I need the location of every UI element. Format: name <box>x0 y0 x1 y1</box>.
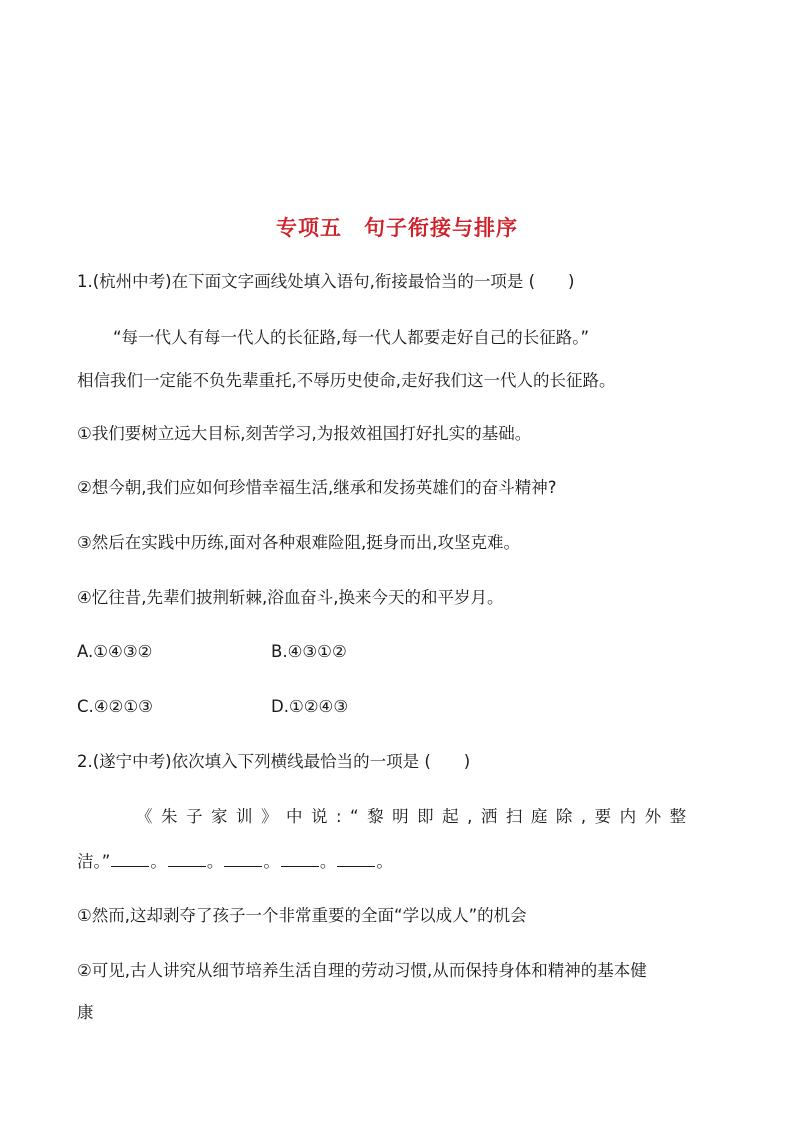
q2-passage-line1: 《朱子家训》中说:“黎明即起,洒扫庭除,要内外整 <box>136 807 695 826</box>
q2-passage-line2 <box>77 850 393 873</box>
blank-sep-1: 。 <box>150 852 167 871</box>
title-part1: 专项五 <box>276 216 342 240</box>
blank-3 <box>224 850 262 867</box>
blank-sep-5: 。 <box>376 852 393 871</box>
q1-sentence-4: ④忆往昔,先辈们披荆斩棘,浴血奋斗,换来今天的和平岁月。 <box>77 588 504 607</box>
q1-option-b[interactable]: B.④③①② <box>271 642 347 661</box>
q1-passage-line2: 相信我们一定能不负先辈重托,不辱历史使命,走好我们这一代人的长征路。 <box>77 371 616 390</box>
q1-stem: 1.(杭州中考)在下面文字画线处填入语句,衔接最恰当的一项是 ( ) <box>77 272 575 291</box>
q2-stem: 2.(遂宁中考)依次填入下列横线最恰当的一项是 ( ) <box>77 752 471 771</box>
q2-sentence-1: ①然而,这却剥夺了孩子一个非常重要的全面“学以成人”的机会 <box>77 906 527 925</box>
q1-option-d[interactable]: D.①②④③ <box>271 697 349 716</box>
blank-sep-3: 。 <box>263 852 280 871</box>
q1-sentence-2: ②想今朝,我们应如何珍惜幸福生活,继承和发扬英雄们的奋斗精神? <box>77 478 557 497</box>
q1-option-a[interactable]: A.①④③② <box>77 642 153 661</box>
blank-1 <box>111 850 149 867</box>
q2-sentence-2-line2: 康 <box>77 1003 94 1022</box>
q1-sentence-3: ③然后在实践中历练,面对各种艰难险阻,挺身而出,攻坚克难。 <box>77 533 521 552</box>
blank-sep-4: 。 <box>319 852 337 871</box>
q2-sentence-2-line1: ②可见,古人讲究从细节培养生活自理的劳动习惯,从而保持身体和精神的基本健 <box>77 961 647 980</box>
blank-5 <box>337 850 375 867</box>
blank-4 <box>281 850 319 867</box>
q1-option-c[interactable]: C.④②①③ <box>77 697 153 716</box>
blank-sep-2: 。 <box>206 852 224 871</box>
page-title <box>0 212 794 242</box>
q1-sentence-1: ①我们要树立远大目标,刻苦学习,为报效祖国打好扎实的基础。 <box>77 424 532 443</box>
q1-passage-line1: “每一代人有每一代人的长征路,每一代人都要走好自己的长征路。” <box>113 328 590 347</box>
q2-passage-prefix: 洁。” <box>77 852 111 871</box>
blank-2 <box>168 850 206 867</box>
title-part2: 句子衔接与排序 <box>364 216 518 240</box>
